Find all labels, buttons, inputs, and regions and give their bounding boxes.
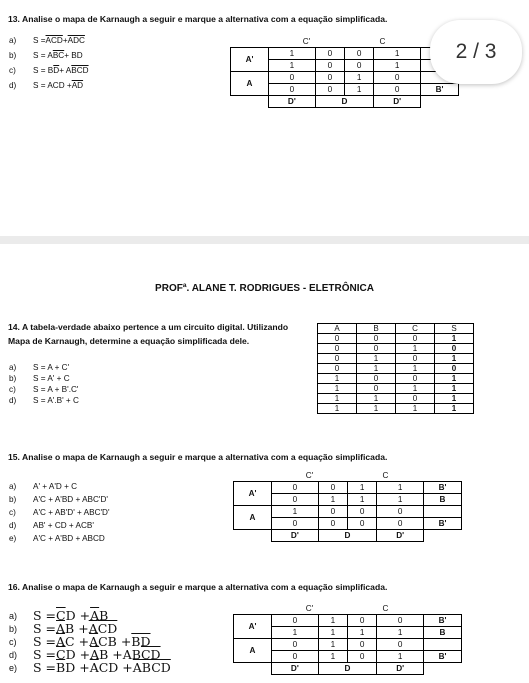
table-row: 1 0 1 1 — [318, 384, 474, 394]
q15-karnaugh-map: C' C A' 0 0 1 1 B' 0 1 1 1 B A 1 0 0 0 0 0 0 0 B' D' D D' — [233, 470, 462, 542]
page-header-title: PROFª. ALANE T. RODRIGUES - ELETRÔNICA — [155, 283, 374, 294]
q16-option-e[interactable]: e) S = $\overline{B}$ D + $\overline{A}$ CD + ABCD — [9, 660, 171, 675]
table-row: 0 1 1 0 — [318, 364, 474, 374]
q13-option-a[interactable]: a) S = $\overline{ACD}$ + $\overline{ADC}$ — [9, 36, 85, 45]
kmap-row-label: A — [231, 72, 269, 96]
page-separator — [0, 236, 529, 244]
q14-option-d[interactable]: d) S = A'.B' + C — [9, 396, 79, 405]
page-counter-label: 2 / 3 — [455, 40, 497, 63]
q13-option-b[interactable]: b) S = A $\overline{BC}$ + BD — [9, 51, 83, 60]
table-row: 0 1 0 1 — [318, 354, 474, 364]
q15-option-d[interactable]: d) AB' + CD + ACB' — [9, 521, 94, 530]
q15-title: 15. Analise o mapa de Karnaugh a seguir e marque a alternativa com a equação simplificada. — [8, 452, 388, 462]
q14-truth-table: A B C S 0 0 0 1 0 0 1 0 0 1 0 1 0 1 1 0 1 0 0 1 1 0 1 1 1 1 0 1 1 1 1 1 — [317, 323, 474, 414]
table-row: 1 1 1 1 — [318, 404, 474, 414]
q13-option-d[interactable]: d) S = ACD + $\overline{AD}$ — [9, 81, 84, 90]
q15-option-a[interactable]: a) A' + A'D + C — [9, 482, 78, 491]
q15-option-b[interactable]: b) A'C + A'BD + ABC'D' — [9, 495, 108, 504]
table-row: 0 0 1 0 — [318, 344, 474, 354]
q16-option-c[interactable]: c) S = $\overline{A}$ C + $\overline{A}$ CB + $\overline{BD}$ — [9, 634, 151, 649]
q14-options — [9, 362, 79, 406]
q13-title: 13. Analise o mapa de Karnaugh a seguir e marque a alternativa com a equação simplificada. — [8, 14, 388, 24]
table-row: 0 0 0 1 — [318, 334, 474, 344]
q15-option-c[interactable]: c) A'C + AB'D' + ABC'D' — [9, 508, 110, 517]
q14-option-c[interactable]: c) S = A + B'.C' — [9, 385, 79, 394]
q15-options — [9, 480, 110, 545]
q15-option-e[interactable]: e) A'C + A'BD + ABCD — [9, 534, 105, 543]
q14-option-b[interactable]: b) S = A' + C — [9, 374, 70, 383]
table-row: 1 0 0 1 — [318, 374, 474, 384]
table-row: 1 1 0 1 — [318, 394, 474, 404]
q14-title: 14. A tabela-verdade abaixo pertence a um circuito digital. Utilizando Mapa de Karnaugh, determine a equação simplificada dele. — [8, 322, 289, 346]
page-counter-badge — [430, 20, 522, 84]
q13-options — [9, 33, 89, 93]
q16-option-a[interactable]: a) S = $\overline{C}$ D + $\overline{A}$ B — [9, 608, 109, 623]
q16-karnaugh-map: C' C A' 0 1 0 0 B' 1 1 1 1 B A 0 1 0 0 0 1 0 1 B' D' D D' — [233, 603, 462, 675]
q13-option-c[interactable]: c) S = B $\overline{D}$ + A $\overline{BCD}$ — [9, 66, 89, 75]
q16-options — [9, 609, 171, 674]
kmap-row-label: A' — [231, 48, 269, 72]
q14-option-a[interactable]: a) S = A + C' — [9, 363, 70, 372]
q16-option-b[interactable]: b) S = $\overline{A}$ B + $\overline{A}$ $\overline{CD}$ — [9, 621, 118, 636]
q13-karnaugh-map: C' C A' 1 0 0 1 1 0 0 1 A 0 0 1 0 0 0 1 0 B' D' D D' — [230, 36, 459, 108]
q16-option-d[interactable]: d) S = $\overline{C}$ D + $\overline{A}$ B + AB $\overline{CD}$ — [9, 647, 161, 662]
q16-title: 16. Analise o mapa de Karnaugh a seguir e marque a alternativa com a equação simplificada. — [8, 582, 388, 592]
